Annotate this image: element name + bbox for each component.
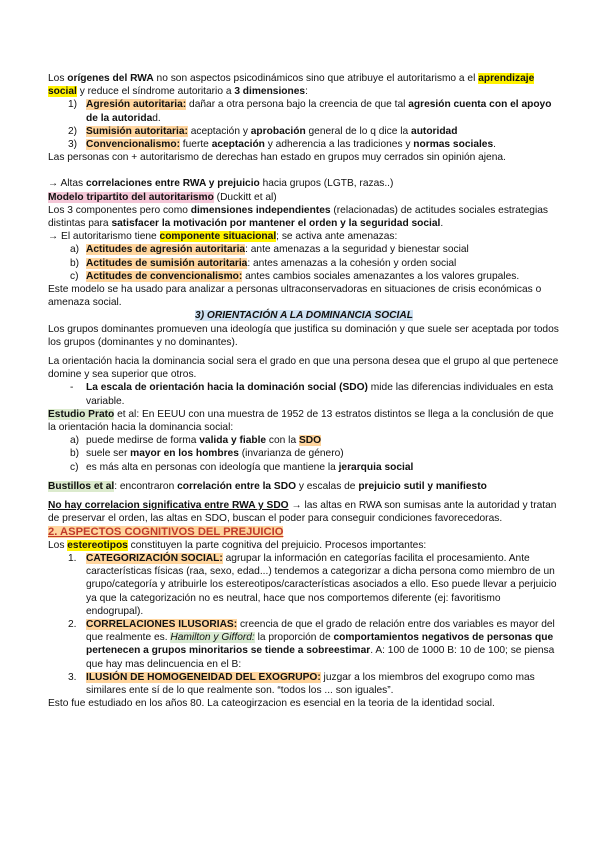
bold-term: prejuicio sutil y manifiesto [358, 480, 487, 492]
list-marker: 2. [68, 618, 77, 630]
text: y adherencia a las tradiciones y [264, 139, 414, 151]
highlight-term: aprendizaje social [48, 73, 535, 98]
highlight-term: ILUSIÓN DE HOMOGENEIDAD DEL EXOGRUPO: [86, 671, 321, 683]
bold-term: No hay correlacion significativa entre RWA y SDO [48, 500, 289, 512]
text: (relacionadas) de actitudes sociales estrategias distintas para [48, 204, 548, 230]
text: fuerte [179, 139, 212, 151]
text: suele ser [86, 448, 131, 460]
list-item [48, 98, 560, 124]
text: . A: 100 de 1000 B: 10 de 100; se piensa que hay mas delincuencia en el B: [86, 645, 555, 670]
highlight-term: Actitudes de agresión autoritaria [86, 244, 246, 256]
text: Los [48, 539, 68, 551]
list-marker: c) [70, 270, 79, 282]
list-marker: 2) [68, 125, 78, 137]
bold-term: jerarquia social [338, 461, 414, 473]
text: . [440, 218, 444, 230]
paragraph-situational [48, 230, 560, 243]
text: . [493, 139, 496, 151]
text: constituyen la parte cognitiva del prejuicio. Procesos importantes: [127, 539, 427, 551]
text: agrupar la información en categorías facilita el procesamiento. Ante características físicas (raa, sexo, edad...) tendemos a categorizar a dicha persona como miembro de un grupo/categoría y atribuirle los estereotipos/características asociados a ello. Eso puede llevar a perjuicio ya que la categorización no es neutral, hace que nos comportemos diferente (ej: favoritismo endogrupal). [86, 552, 557, 617]
text: → Altas [48, 178, 86, 190]
paragraph-closing: Esto fue estudiado en los años 80. La cateogirzacion es esencial en la teoria de la identidad social. [48, 698, 495, 710]
bold-term: orígenes del RWA [67, 73, 154, 84]
bold-term: 3 dimensiones [234, 86, 306, 98]
list-marker: 1. [68, 552, 77, 564]
bold-term: agresión cuenta con el apoyo de la autorida [86, 99, 552, 124]
list-item [48, 434, 560, 447]
bold-term: aprobación [250, 125, 306, 137]
highlight-term: Agresión autoritaria: [86, 99, 187, 111]
paragraph-model-usage: Este modelo se ha usado para analizar a personas ultraconservadoras en situaciones de crisis económicas o amenaza social. [48, 284, 542, 309]
text: juzgar a los miembros del exogrupo como mas similares ente sí de lo que realmente son. “todos los ... son iguales”. [86, 671, 535, 696]
text: y reduce el síndrome autoritario a [76, 86, 235, 98]
paragraph-no-correlation [48, 499, 560, 525]
text: con la [266, 435, 299, 447]
list-marker: 3) [68, 139, 78, 151]
list-marker: a) [70, 244, 80, 256]
text: aceptación y [187, 125, 251, 137]
highlight-term: Actitudes de convencionalismo: [86, 270, 243, 282]
text: : [305, 86, 308, 98]
paragraph-prato-study [48, 408, 560, 434]
text: creencia de que el grado de relación entre dos variables es mayor del que realmente es. [86, 618, 555, 644]
text: et al: En EEUU con una muestra de 1952 de 13 estratos distintos se llega a la conclusión de que la orientación hacia la dominancia social: [48, 408, 554, 434]
text: no son aspectos psicodinámicos sino que atribuye el autoritarismo a el [153, 73, 479, 84]
highlight-term: Sumisión autoritaria: [86, 125, 188, 137]
text: dañar a otra persona bajo la creencia de que tal [186, 99, 409, 111]
highlight-term: CATEGORIZACIÓN SOCIAL: [86, 552, 223, 564]
highlight-term: Bustillos et al [48, 480, 115, 492]
bold-term: satisfacer la motivación por mantener el orden y la seguridad social [111, 218, 441, 230]
text: es más alta en personas con ideología que mantiene la [86, 461, 339, 473]
list-item [48, 618, 560, 671]
section-heading-sdo [48, 309, 560, 322]
list-marker: 1) [68, 99, 78, 111]
bold-term: comportamientos negativos de personas que pertenecen a grupos minoritarios se tiende a sobreestimar [86, 632, 554, 657]
paragraph-correlations [48, 177, 560, 190]
list-item [48, 381, 560, 407]
bold-term: correlaciones entre RWA y prejuicio [85, 178, 260, 190]
list-item [48, 270, 560, 283]
text: ; se activa ante amenazas: [276, 231, 398, 243]
bold-term: aceptación [211, 139, 265, 151]
section-heading-cognitive [48, 526, 560, 539]
list-item [48, 447, 560, 460]
highlight-term: CORRELACIONES ILUSORIAS: [86, 618, 238, 630]
bold-term: autoridad [411, 125, 458, 137]
list-item [48, 552, 560, 618]
text: Los [48, 73, 68, 84]
text: → las altas en RWA son sumisas ante la autoridad y tratan de preservar el orden, las altas en SDO, buscan el poder para conseguir condiciones favorecedoras. [48, 500, 557, 525]
list-item [48, 671, 560, 697]
paragraph-dominant-groups: Los grupos dominantes promueven una ideología que justifica su dominación y que suele ser aceptada por todos los grupos (dominantes y no dominantes). [48, 323, 559, 348]
text: (invarianza de género) [238, 448, 344, 460]
highlight-term: Convencionalismo: [86, 139, 180, 151]
text: : encontraron [114, 480, 178, 492]
paragraph-stereotypes [48, 539, 560, 552]
heading-text: 3) ORIENTACIÓN A LA DOMINANCIA SOCIAL [195, 310, 413, 322]
prato-findings-list [48, 434, 560, 474]
attitudes-list [48, 243, 560, 283]
list-marker: a) [70, 435, 80, 447]
list-marker: 3. [68, 671, 77, 683]
text: Los 3 componentes pero como [48, 204, 191, 216]
text: antes cambios sociales amenazantes a los valores grupales. [242, 270, 520, 282]
text: hacia grupos (LGTB, razas..) [259, 178, 394, 190]
list-item [48, 125, 560, 138]
bold-term: La escala de orientación hacia la dominación social (SDO) [86, 382, 368, 394]
text: → El autoritarismo tiene [48, 231, 160, 243]
paragraph-bustillos [48, 480, 560, 493]
sdo-scale-list [48, 381, 560, 407]
bold-term: mayor en los hombres [130, 448, 239, 460]
paragraph-closed-groups: Las personas con + autoritarismo de derechas han estado en grupos muy cerrados sin opinión ajena. [48, 152, 506, 164]
bold-term: valida y fiable [199, 435, 267, 447]
heading-text: 2. ASPECTOS COGNITIVOS DEL PREJUICIO [48, 525, 284, 538]
highlight-term: Actitudes de sumisión autoritaria [86, 257, 248, 269]
list-item [48, 243, 560, 256]
cognitive-processes-list [48, 552, 560, 697]
highlight-term: Hamilton y Gifford: [170, 632, 255, 644]
bold-term: normas sociales [413, 139, 494, 151]
bold-term: correlación entre la SDO [177, 480, 297, 492]
paragraph-origins [48, 72, 560, 98]
text: la proporción de [254, 632, 334, 644]
paragraph-sdo-definition: La orientación hacia la dominancia social sera el grado en que una persona desea que el grupo al que pertenece domine y sea superior que otros. [48, 356, 559, 381]
text: mide las diferencias individuales en esta variable. [86, 382, 554, 407]
dimensions-list [48, 98, 560, 151]
text: : antes amenazas a la cohesión y orden social [247, 257, 457, 269]
text: y escalas de [296, 480, 359, 492]
list-marker: b) [70, 448, 80, 460]
list-marker: - [70, 382, 74, 394]
highlight-term: Modelo tripartito del autoritarismo [48, 191, 214, 203]
list-marker: b) [70, 257, 80, 269]
text: general de lo q dice la [305, 125, 412, 137]
list-item [48, 257, 560, 270]
text: (Duckitt et al) [213, 191, 277, 203]
paragraph-components [48, 204, 560, 230]
list-item [48, 461, 560, 474]
paragraph-tripartite-model [48, 191, 560, 204]
highlight-term: SDO [298, 435, 322, 447]
highlight-term: Estudio Prato [48, 408, 115, 420]
text: puede medirse de forma [86, 435, 200, 447]
highlight-term: estereotipos [67, 539, 128, 551]
highlight-term: componente situacional [159, 231, 277, 243]
bold-term: dimensiones independientes [190, 204, 331, 216]
text: : ante amenazas a la seguridad y bienestar social [245, 244, 469, 256]
list-marker: c) [70, 461, 79, 473]
text: d. [152, 112, 161, 124]
list-item [48, 138, 560, 151]
